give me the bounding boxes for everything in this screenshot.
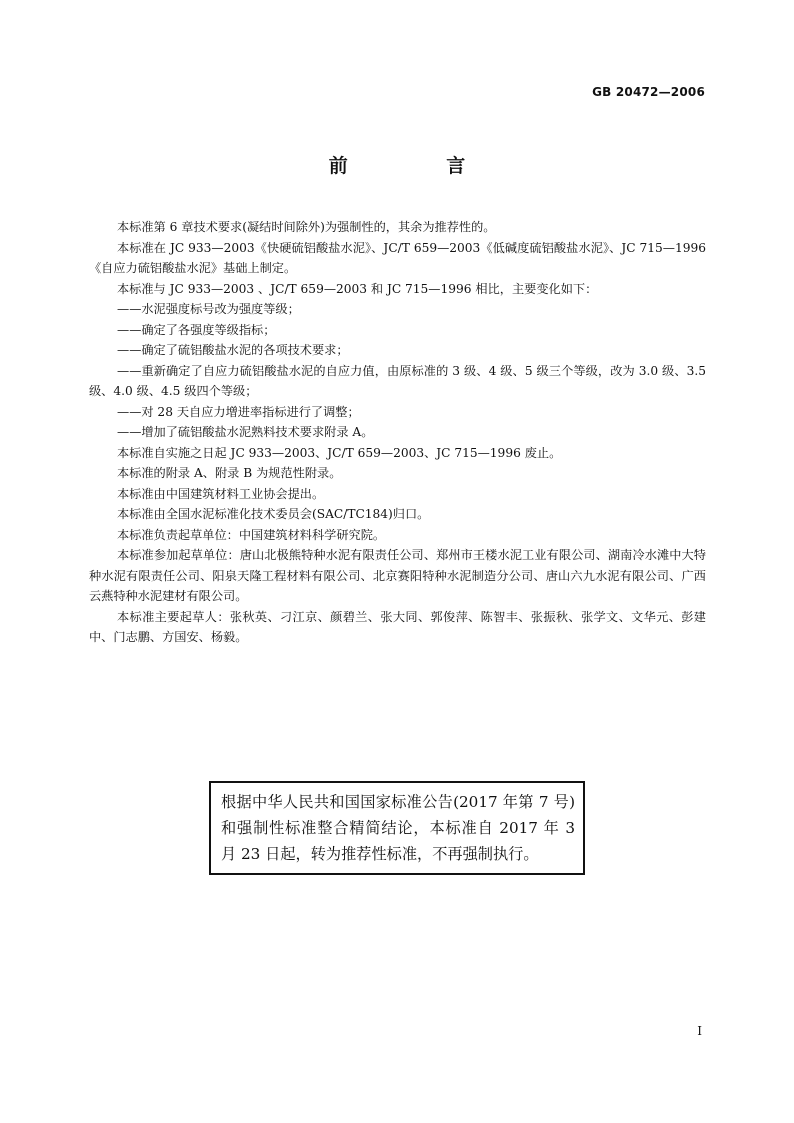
- paragraph: 本标准负责起草单位：中国建筑材料科学研究院。: [117, 527, 386, 542]
- preface-body: [89, 217, 706, 648]
- notice-box: [209, 781, 585, 875]
- standard-number: GB 20472—2006: [592, 85, 705, 99]
- page-title: 前 言: [328, 155, 512, 177]
- list-item: ——增加了硫铝酸盐水泥熟料技术要求附录 A。: [117, 425, 374, 439]
- paragraph: 本标准与 JC 933—2003 、JC/T 659—2003 和 JC 715—1996 相比，主要变化如下：: [117, 281, 598, 296]
- list-item: ——确定了各强度等级指标；: [117, 322, 276, 337]
- paragraph: 本标准的附录 A、附录 B 为规范性附录。: [117, 466, 342, 480]
- paragraph: 本标准在 JC 933—2003《快硬硫铝酸盐水泥》、JC/T 659—2003《低碱度硫铝酸盐水泥》、JC 715—1996《自应力硫铝酸盐水泥》基础上制定。: [89, 240, 706, 275]
- paragraph: 本标准自实施之日起 JC 933—2003、JC/T 659—2003、JC 715—1996 废止。: [117, 445, 562, 460]
- paragraph: 本标准第 6 章技术要求(凝结时间除外)为强制性的，其余为推荐性的。: [117, 220, 496, 234]
- paragraph: 本标准由中国建筑材料工业协会提出。: [117, 486, 325, 501]
- page-number: I: [697, 1024, 702, 1038]
- list-item: ——水泥强度标号改为强度等级；: [117, 302, 300, 316]
- paragraph: 本标准参加起草单位：唐山北极熊特种水泥有限责任公司、郑州市王楼水泥工业有限公司、湖南冷水滩中大特种水泥有限责任公司、阳泉天隆工程材料有限公司、北京赛阳特种水泥制造分公司、唐山六九水泥有限公司、广西云燕特种水泥建材有限公司。: [89, 548, 706, 603]
- notice-text: 根据中华人民共和国国家标准公告(2017 年第 7 号)和强制性标准整合精简结论，本标准自 2017 年 3 月 23 日起，转为推荐性标准，不再强制执行。: [221, 793, 575, 863]
- paragraph: 本标准主要起草人：张秋英、刁江京、颜碧兰、张大同、郭俊萍、陈智丰、张振秋、张学文、文华元、彭建中、门志鹏、方国安、杨毅。: [89, 609, 706, 644]
- list-item: ——重新确定了自应力硫铝酸盐水泥的自应力值，由原标准的 3 级、4 级、5 级三个等级，改为 3.0 级、3.5 级、4.0 级、4.5 级四个等级；: [89, 363, 706, 398]
- list-item: ——确定了硫铝酸盐水泥的各项技术要求；: [117, 343, 349, 357]
- list-item: ——对 28 天自应力增进率指标进行了调整；: [117, 404, 360, 419]
- paragraph: 本标准由全国水泥标准化技术委员会(SAC/TC184)归口。: [117, 507, 430, 521]
